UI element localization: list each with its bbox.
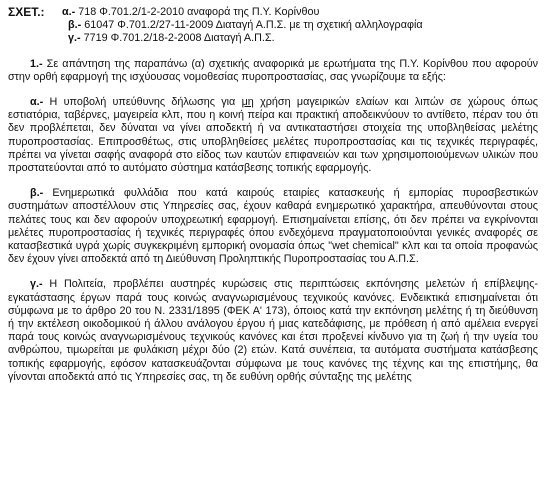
section-c-text: Η Πολιτεία, προβλέπει αυστηρές κυρώσεις στις περιπτώσεις εκπόνησης μελετών ή επίβλεψης- εγκατάστασης έργων παρά τους κοινώς αναγνωρισμένους τεχνικούς κανόνες. Ενδεικτικά επισημαίνεται ότι σύμφωνα με το άρθρο 20 του Ν. 2331/1895 (ΦΕΚ Α' 173), όποιος κατά την εκπόνηση μελέτης ή τη διεύθυνση ή την εκτέλεση οικοδομικού ή άλλου ανάλογου έργου ή μιας κατεδάφισης, με πρόθεση ή από αμέλεια ενεργεί παρά τους κοινώς αναγνωρισμένους τεχνικούς κανόνες και έτσι προξενεί κίνδυνο για τη ζωή ή την υγεία του ανθρώπου, τιμωρείται με φυλάκιση μέχρι δύο (2) ετών. Κατά συνέπεια, τα αυτόματα συστήματα κατάσβεσης τοπικής εφαρμογής, εφόσον κατασκευάζονται σύμφωνα με τους κανόνες της τέχνης και της επιστήμης, θα γίνονται αποδεκτά από τις Υπηρεσίες σας, τη δε ευθύνη ορθής σύνταξης της μελέτης bbox=[8, 278, 538, 383]
section-b bbox=[8, 187, 538, 266]
section-c bbox=[8, 278, 538, 384]
references-label: ΣΧΕΤ.: bbox=[8, 5, 45, 19]
paragraph-1-text: Σε απάντηση της παραπάνω (α) σχετικής αναφορικά με ερωτήματα της Π.Υ. Κορίνθου που αφορούν στην ορθή εφαρμογή της ισχύουσας νομοθεσίας πυροπροστασίας, σας γνωρίζουμε τα εξής: bbox=[8, 57, 538, 83]
reference-c-text: 7719 Φ.701.2/18-2-2008 Διαταγή Α.Π.Σ. bbox=[83, 32, 275, 45]
reference-a bbox=[62, 6, 538, 19]
reference-b-text: 61047 Φ.701.2/27-11-2009 Διαταγή Α.Π.Σ. με τη σχετική αλληλογραφία bbox=[84, 19, 423, 32]
section-b-marker: β.- bbox=[30, 187, 44, 200]
paragraph-1 bbox=[8, 58, 538, 84]
paragraph-1-number: 1.- bbox=[30, 57, 43, 70]
section-a-text-after: χρήση μαγειρικών ελαίων και λιπών σε χώρους όπως εστιατόρια, ταβέρνες, μαγειρεία κλπ, που η κοινή πείρα και πρακτική αποδεικνύουν το αντίθετο, πέραν του ότι δεν προβλέπεται, δεν δύναται να γίνει αποδεκτή ή να αντικαταστήσει στοιχεία της υποβληθείσας μελέτης πυροπροστασίας. Επιπροσθέτως, στις υποβληθείσες μελέτες πυροπροστασίας και τις τεχνικές περιγραφές, πρέπει να γίνεται σαφής αναφορά στο είδος των καυτών επιφανειών και των χρησιμοποιούμενων υλικών που προστατεύονται από το αυτόματο σύστημα κατάσβεσης τοπικής εφαρμογής. bbox=[8, 96, 538, 175]
reference-c bbox=[62, 32, 538, 45]
reference-b-lead: β.- bbox=[68, 19, 82, 32]
reference-b bbox=[62, 19, 538, 32]
reference-a-text: 718 Φ.701.2/1-2-2010 αναφορά της Π.Υ. Κορίνθου bbox=[78, 6, 320, 18]
references-block bbox=[8, 6, 538, 46]
section-a-marker: α.- bbox=[30, 96, 44, 109]
section-a bbox=[8, 96, 538, 175]
reference-a-lead: α.- bbox=[62, 6, 76, 18]
section-b-text: Ενημερωτικά φυλλάδια που κατά καιρούς εταιρίες κατασκευής ή εμπορίας πυροσβεστικών συστημάτων αποστέλλουν στις Υπηρεσίες σας, έχουν καθαρά ενημερωτικό χαρακτήρα, απευθύνονται στους πελάτες τους και δεν αφορούν υποχρεωτική εφαρμογή. Επισημαίνεται επίσης, ότι δεν πρέπει να εγκρίνονται μελέτες πυροπροστασίας ή τεχνικές περιγραφές όπου ενδεχόμενα πραγματοποιούνται γενικές αναφορές σε κατασβεστικά υγρά χωρίς συγκεκριμένη εμπορική ονομασία όπως "wet chemical" κλπ και τα οποία προφανώς δεν έχουν γίνει αποδεκτά από τη Διεύθυνση Προληπτικής Πυροπροστασίας του Α.Π.Σ. bbox=[8, 187, 538, 266]
section-c-marker: γ.- bbox=[30, 278, 43, 291]
reference-c-lead: γ.- bbox=[68, 32, 81, 45]
section-a-text-before: Η υποβολή υπεύθυνης δήλωσης για bbox=[43, 96, 242, 109]
section-a-underlined-word: μη bbox=[241, 96, 254, 109]
